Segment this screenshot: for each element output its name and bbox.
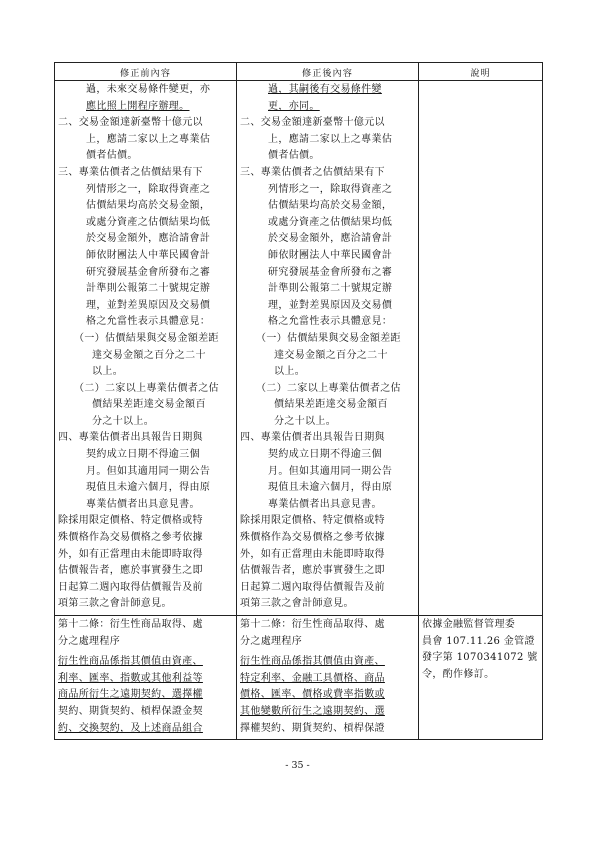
text-line: 研究發展基金會所發布之審 bbox=[86, 266, 211, 278]
table-row bbox=[55, 616, 543, 740]
list-item: 三、專業估價者之估價結果有下 bbox=[240, 166, 385, 178]
text-line: 以上。 bbox=[274, 366, 306, 378]
text-line: 衍生性商品係指其價值由資產、 bbox=[240, 656, 385, 668]
text-line: 現值且未逾六個月，得由原 bbox=[268, 482, 393, 494]
text-line: 達交易金額之百分之二十 bbox=[92, 349, 206, 361]
text-line: 商品所衍生之遠期契約、選擇權 bbox=[58, 689, 203, 701]
text-line: 殊價格作為交易價格之參考依據 bbox=[240, 532, 385, 544]
text-line: 殊價格作為交易價格之參考依據 bbox=[58, 532, 203, 544]
text-line: 契約、期貨契約、槓桿保證金契 bbox=[58, 705, 203, 717]
text-line: 除採用限定價格、特定價格或特 bbox=[240, 515, 385, 527]
header-before: 修正前內容 bbox=[55, 63, 237, 81]
list-item: （一）估價結果與交易金額差距 bbox=[74, 332, 219, 344]
text-line: 估價結果均高於交易金額， bbox=[268, 200, 393, 212]
text-line: 契約成立日期不得逾三個 bbox=[268, 449, 382, 461]
text-line: 外，如有正當理由未能即時取得 bbox=[58, 548, 203, 560]
text-line: 令，酌作修訂。 bbox=[422, 668, 495, 680]
text-line: 價者估價。 bbox=[268, 150, 320, 162]
list-item: 三、專業估價者之估價結果有下 bbox=[58, 166, 203, 178]
text-line: 於交易金額外，應洽請會計 bbox=[86, 233, 211, 245]
text-line: 於交易金額外，應洽請會計 bbox=[268, 233, 393, 245]
text-line: 列情形之一，除取得資產之 bbox=[86, 183, 211, 195]
header-after: 修正後內容 bbox=[237, 63, 419, 81]
text-line: 估價報告者，應於事實發生之即 bbox=[58, 565, 203, 577]
article-heading: 第十二條：衍生性商品取得、處 bbox=[240, 619, 385, 630]
text-line: 列情形之一，除取得資產之 bbox=[268, 183, 393, 195]
note-cell bbox=[419, 616, 543, 740]
text-line: 除採用限定價格、特定價格或特 bbox=[58, 515, 203, 527]
text-line: 價結果差距達交易金額百 bbox=[92, 399, 206, 411]
text-line: 研究發展基金會所發布之審 bbox=[268, 266, 393, 278]
text-line: 項第三款之會計師意見。 bbox=[58, 598, 172, 610]
text-line: 或處分資產之估價結果均低 bbox=[86, 216, 211, 228]
text-line: 價結果差距達交易金額百 bbox=[274, 399, 388, 411]
after-cell bbox=[237, 81, 419, 616]
text-line: 上，應請二家以上之專業估 bbox=[86, 133, 211, 145]
text-line: 日起算二週內取得估價報告及前 bbox=[240, 581, 385, 593]
before-cell bbox=[55, 616, 237, 740]
text-line: 計準則公報第二十號規定辦 bbox=[86, 283, 211, 295]
text-line: 以上。 bbox=[92, 366, 124, 378]
after-cell bbox=[237, 616, 419, 740]
list-item: 四、專業估價者出具報告日期與 bbox=[58, 432, 203, 444]
text-line: 依據金融監督管理委 bbox=[422, 619, 516, 630]
text-line: 衍生性商品係指其價值由資產、 bbox=[58, 656, 203, 668]
list-item: （二）二家以上專業估價者之估 bbox=[256, 382, 401, 394]
text-line: 理，並對差異原因及交易價 bbox=[268, 299, 393, 311]
text-line: 價者估價。 bbox=[86, 150, 138, 162]
article-heading: 分之處理程序 bbox=[240, 635, 303, 647]
text-line: 外，如有正當理由未能即時取得 bbox=[240, 548, 385, 560]
before-cell bbox=[55, 81, 237, 616]
text-line: 員會 107.11.26 金管證 bbox=[422, 635, 535, 647]
article-heading: 分之處理程序 bbox=[58, 635, 121, 647]
text-line: 師依財團法人中華民國會計 bbox=[86, 249, 211, 261]
text-line: 估價結果均高於交易金額， bbox=[86, 200, 211, 212]
note-cell-empty bbox=[419, 81, 543, 616]
text-line: 約、交換契約，及上述商品組合 bbox=[58, 722, 203, 734]
list-item: 二、交易金額達新臺幣十億元以 bbox=[58, 117, 203, 129]
text-line: 計準則公報第二十號規定辦 bbox=[268, 283, 393, 295]
text-line: 月。但如其適用同一期公告 bbox=[86, 465, 211, 477]
text-line: 分之十以上。 bbox=[92, 415, 155, 427]
text-line: 過，未來交易條件變更，亦 bbox=[86, 84, 211, 95]
list-item: 四、專業估價者出具報告日期與 bbox=[240, 432, 385, 444]
text-line: 項第三款之會計師意見。 bbox=[240, 598, 354, 610]
text-line: 格之允當性表示具體意見： bbox=[268, 316, 393, 328]
text-line: 契約成立日期不得逾三個 bbox=[86, 449, 200, 461]
text-line: 估價報告者，應於事實發生之即 bbox=[240, 565, 385, 577]
amendment-comparison-table bbox=[54, 62, 543, 740]
text-line: 特定利率、金融工具價格、商品 bbox=[240, 672, 385, 684]
text-line: 專業估價者出具意見書。 bbox=[86, 498, 200, 510]
list-item: 二、交易金額達新臺幣十億元以 bbox=[240, 117, 385, 129]
text-line: 上，應請二家以上之專業估 bbox=[268, 133, 393, 145]
text-line: 或處分資產之估價結果均低 bbox=[268, 216, 393, 228]
table-header-row bbox=[55, 63, 543, 81]
text-line: 分之十以上。 bbox=[274, 415, 337, 427]
text-line: 過，其嗣後有交易條件變 bbox=[268, 84, 382, 95]
text-line: 專業估價者出具意見書。 bbox=[268, 498, 382, 510]
text-line: 月。但如其適用同一期公告 bbox=[268, 465, 393, 477]
text-line: 其他變數所衍生之遠期契約、選 bbox=[240, 705, 385, 717]
table-row bbox=[55, 81, 543, 616]
text-line: 格之允當性表示具體意見： bbox=[86, 316, 211, 328]
page-number: - 35 - bbox=[285, 760, 310, 771]
list-item: （二）二家以上專業估價者之估 bbox=[74, 382, 219, 394]
text-line: 師依財團法人中華民國會計 bbox=[268, 249, 393, 261]
text-line: 發字第 1070341072 號 bbox=[422, 652, 538, 664]
text-line: 擇權契約、期貨契約、槓桿保證 bbox=[240, 722, 385, 734]
text-line: 達交易金額之百分之二十 bbox=[274, 349, 388, 361]
header-note: 說明 bbox=[419, 63, 543, 81]
text-line: 更，亦同。 bbox=[268, 100, 320, 112]
text-line: 日起算二週內取得估價報告及前 bbox=[58, 581, 203, 593]
text-line: 應比照上開程序辦理。 bbox=[86, 100, 190, 112]
text-line: 理，並對差異原因及交易價 bbox=[86, 299, 211, 311]
text-line: 現值且未逾六個月，得由原 bbox=[86, 482, 211, 494]
text-line: 價格、匯率、價格或費率指數或 bbox=[240, 689, 385, 701]
text-line: 利率、匯率、指數或其他利益等 bbox=[58, 672, 203, 684]
article-heading: 第十二條：衍生性商品取得、處 bbox=[58, 619, 203, 630]
list-item: （一）估價結果與交易金額差距 bbox=[256, 332, 401, 344]
